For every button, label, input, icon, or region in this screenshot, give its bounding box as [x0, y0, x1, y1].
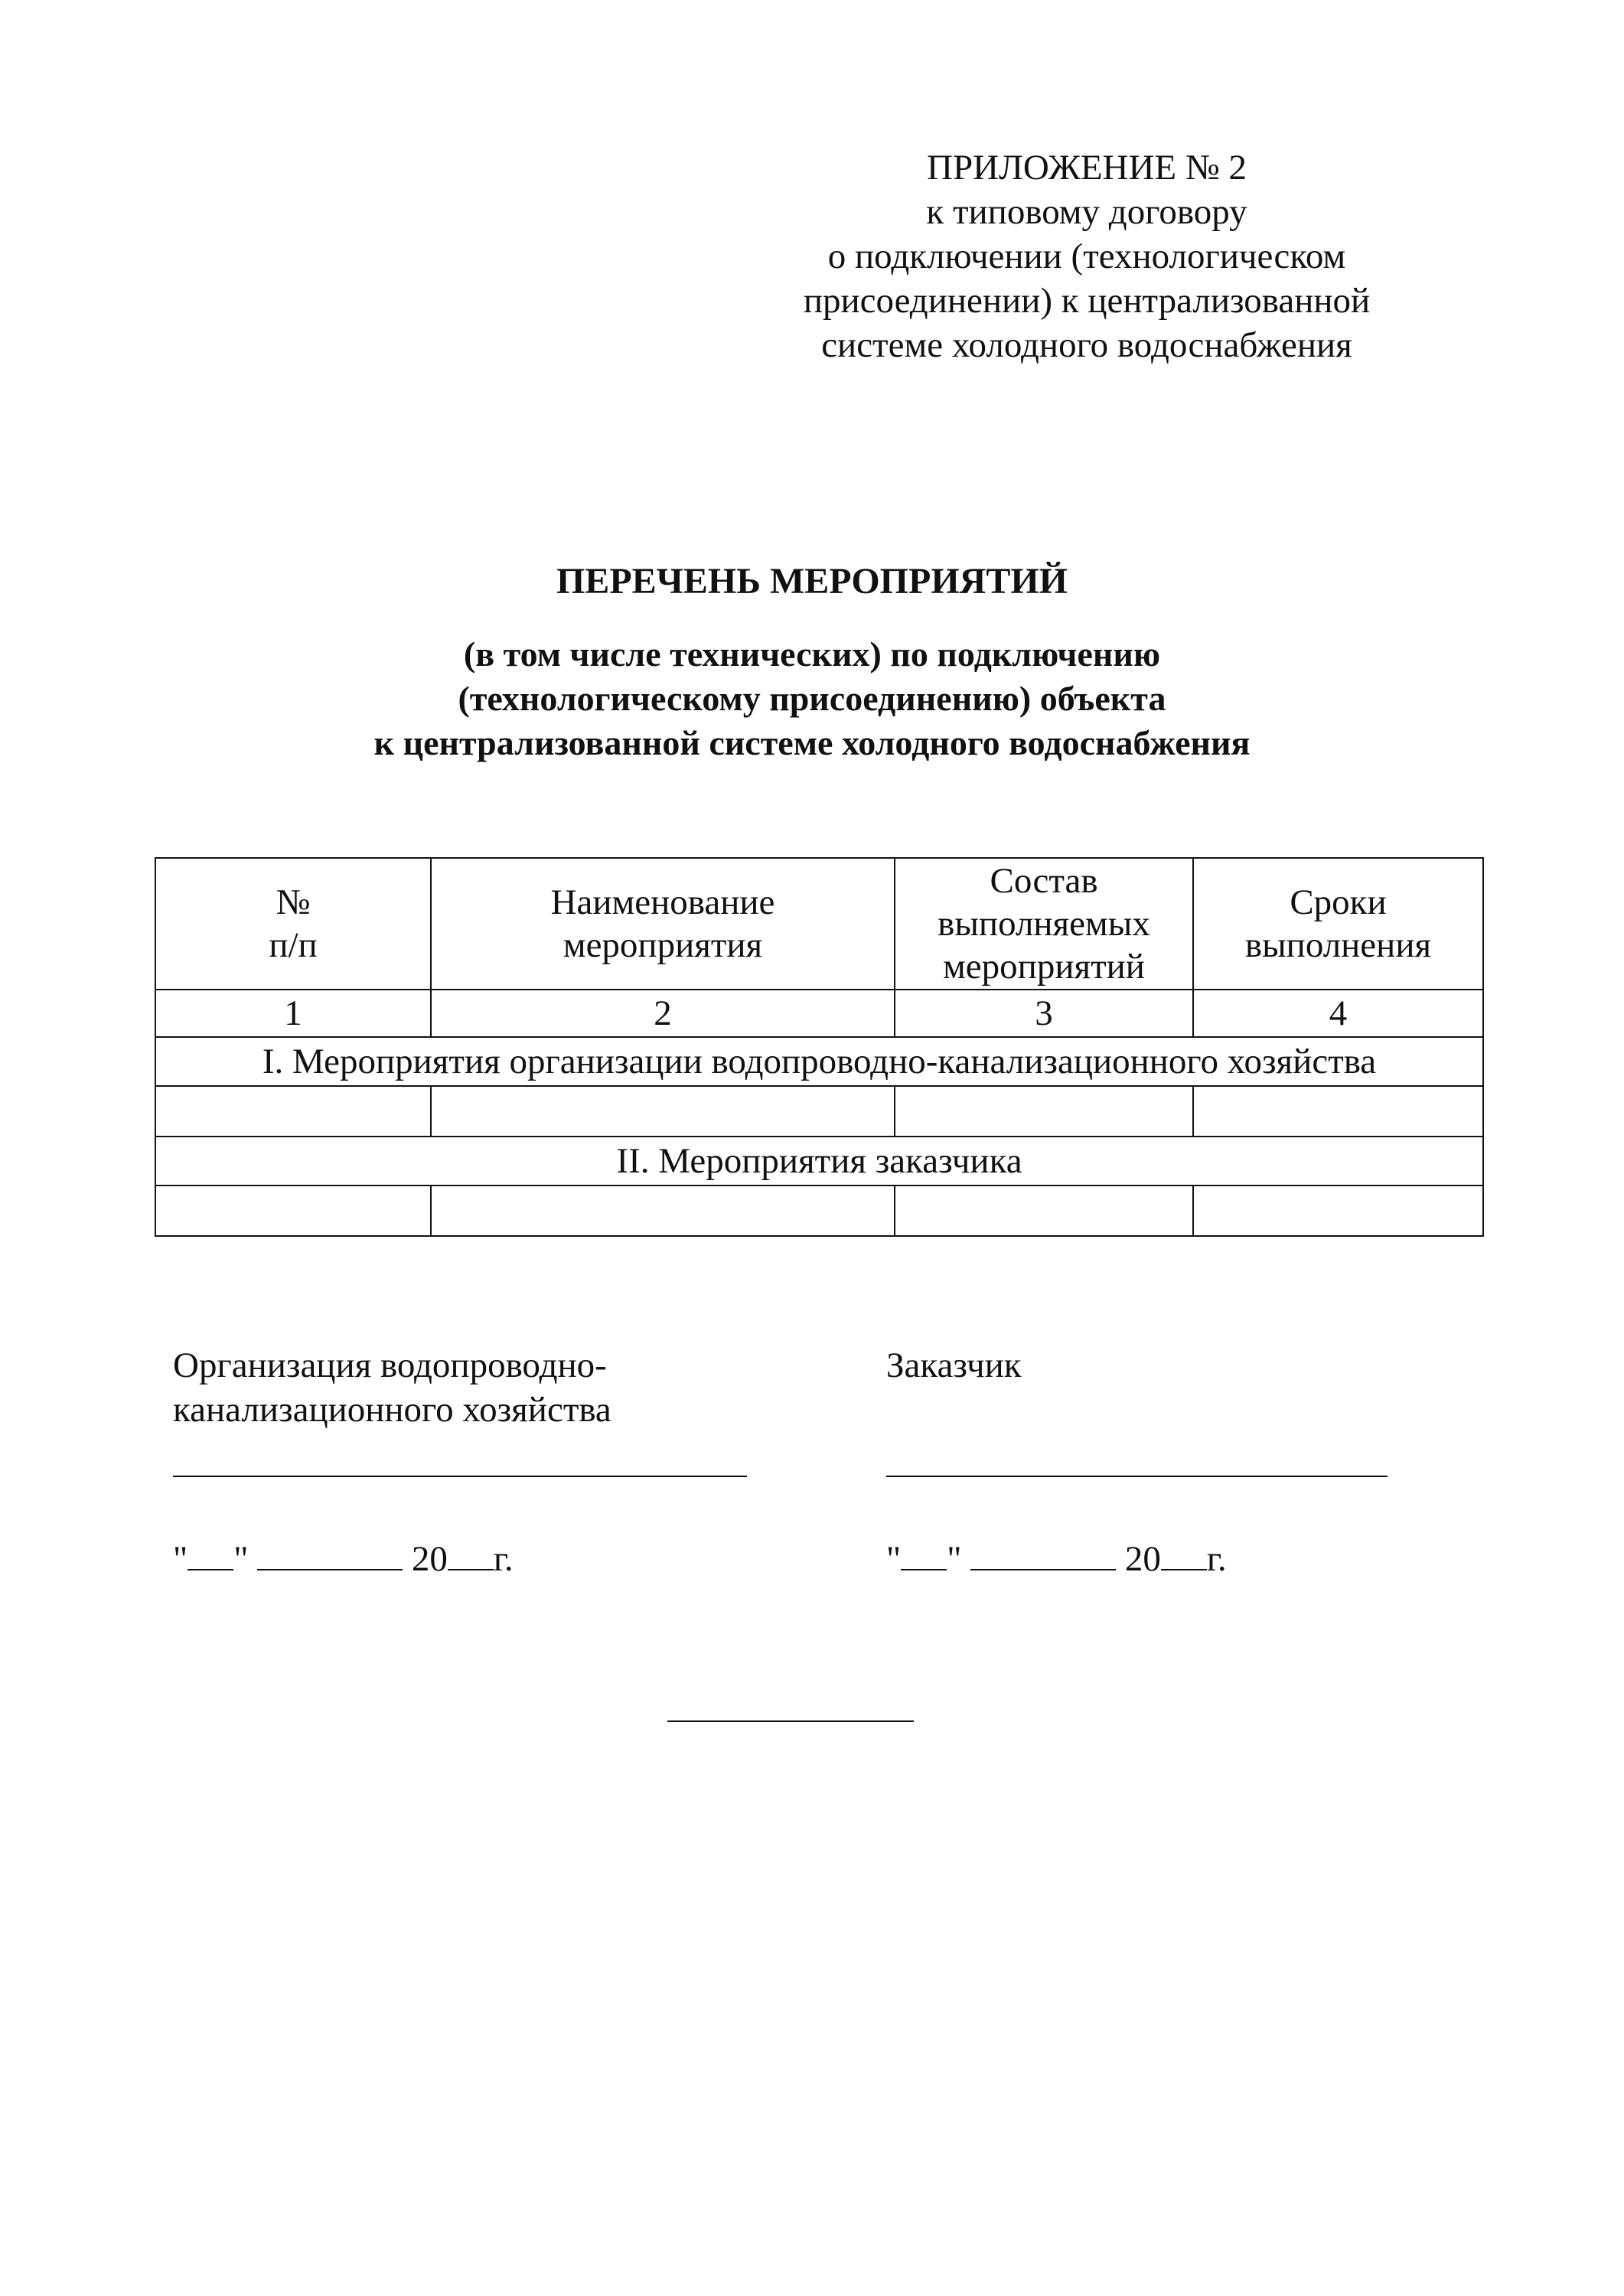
org-label-line: канализационного хозяйства: [173, 1390, 611, 1430]
header-line: выполняемых: [938, 904, 1150, 944]
org-signatory-label: [173, 1343, 611, 1432]
appendix-line: о подключении (технологическом: [827, 236, 1346, 276]
table-cell: [431, 1186, 895, 1236]
header-line: мероприятия: [563, 925, 763, 965]
header-line: Сроки: [1290, 882, 1387, 922]
section-title-customer: II. Мероприятия заказчика: [155, 1137, 1483, 1186]
year-blank: [448, 1538, 494, 1570]
year-suffix: г.: [493, 1539, 514, 1579]
section-title-utility: I. Мероприятия организации водопроводно-канализационного хозяйства: [155, 1037, 1483, 1086]
table-cell: [431, 1086, 895, 1137]
appendix-line: системе холодного водоснабжения: [821, 325, 1352, 365]
org-date-line: [173, 1537, 514, 1581]
header-line: выполнения: [1244, 925, 1432, 965]
column-number: 1: [155, 990, 431, 1037]
quote-mark: ": [173, 1539, 188, 1579]
table-cell: [155, 1186, 431, 1236]
customer-signatory-label: Заказчик: [886, 1345, 1022, 1385]
header-line: мероприятий: [943, 947, 1145, 987]
table-row: [155, 1186, 1483, 1236]
table-cell: [1193, 1086, 1483, 1137]
header-line: Состав: [990, 861, 1098, 901]
header-deadlines: [1193, 858, 1483, 990]
quote-mark: ": [233, 1539, 249, 1579]
org-signature-line: [173, 1476, 747, 1477]
column-number: 2: [431, 990, 895, 1037]
header-line: п/п: [269, 925, 318, 965]
measures-table: [155, 857, 1484, 1237]
title-sub-line: (в том числе технических) по подключению: [463, 634, 1161, 673]
customer-signature-line: [886, 1476, 1388, 1477]
title-sub-line: (технологическому присоединению) объекта: [458, 679, 1166, 718]
year-blank: [1161, 1538, 1207, 1570]
table-cell: [895, 1186, 1193, 1236]
month-blank: [257, 1538, 403, 1570]
table-cell: [1193, 1186, 1483, 1236]
quote-mark: ": [886, 1539, 902, 1579]
appendix-line: ПРИЛОЖЕНИЕ № 2: [927, 148, 1247, 188]
table-cell: [155, 1086, 431, 1137]
title-main: ПЕРЕЧЕНЬ МЕРОПРИЯТИЙ: [556, 561, 1068, 602]
org-label-line: Организация водопроводно-: [173, 1345, 607, 1385]
section-row: [155, 1137, 1483, 1186]
column-number: 4: [1193, 990, 1483, 1037]
header-line: №: [276, 882, 311, 922]
appendix-block: [758, 145, 1416, 367]
table-header-row: [155, 858, 1483, 990]
quote-mark: ": [947, 1539, 962, 1579]
table-row: [155, 1086, 1483, 1137]
header-composition: [895, 858, 1193, 990]
document-title: [0, 559, 1624, 765]
year-prefix: 20: [411, 1539, 448, 1579]
day-blank: [901, 1538, 947, 1570]
customer-date-line: [886, 1537, 1227, 1581]
header-name: [431, 858, 895, 990]
column-number-row: [155, 990, 1483, 1037]
end-of-document-rule: [667, 1720, 914, 1722]
year-suffix: г.: [1206, 1539, 1227, 1579]
table-cell: [895, 1086, 1193, 1137]
year-prefix: 20: [1124, 1539, 1161, 1579]
column-number: 3: [895, 990, 1193, 1037]
header-number: [155, 858, 431, 990]
day-blank: [188, 1538, 233, 1570]
appendix-line: к типовому договору: [926, 192, 1247, 232]
appendix-line: присоединении) к централизованной: [803, 281, 1371, 321]
title-sub-line: к централизованной системе холодного водоснабжения: [373, 723, 1251, 762]
header-line: Наименование: [550, 882, 775, 922]
month-blank: [970, 1538, 1116, 1570]
section-row: [155, 1037, 1483, 1086]
